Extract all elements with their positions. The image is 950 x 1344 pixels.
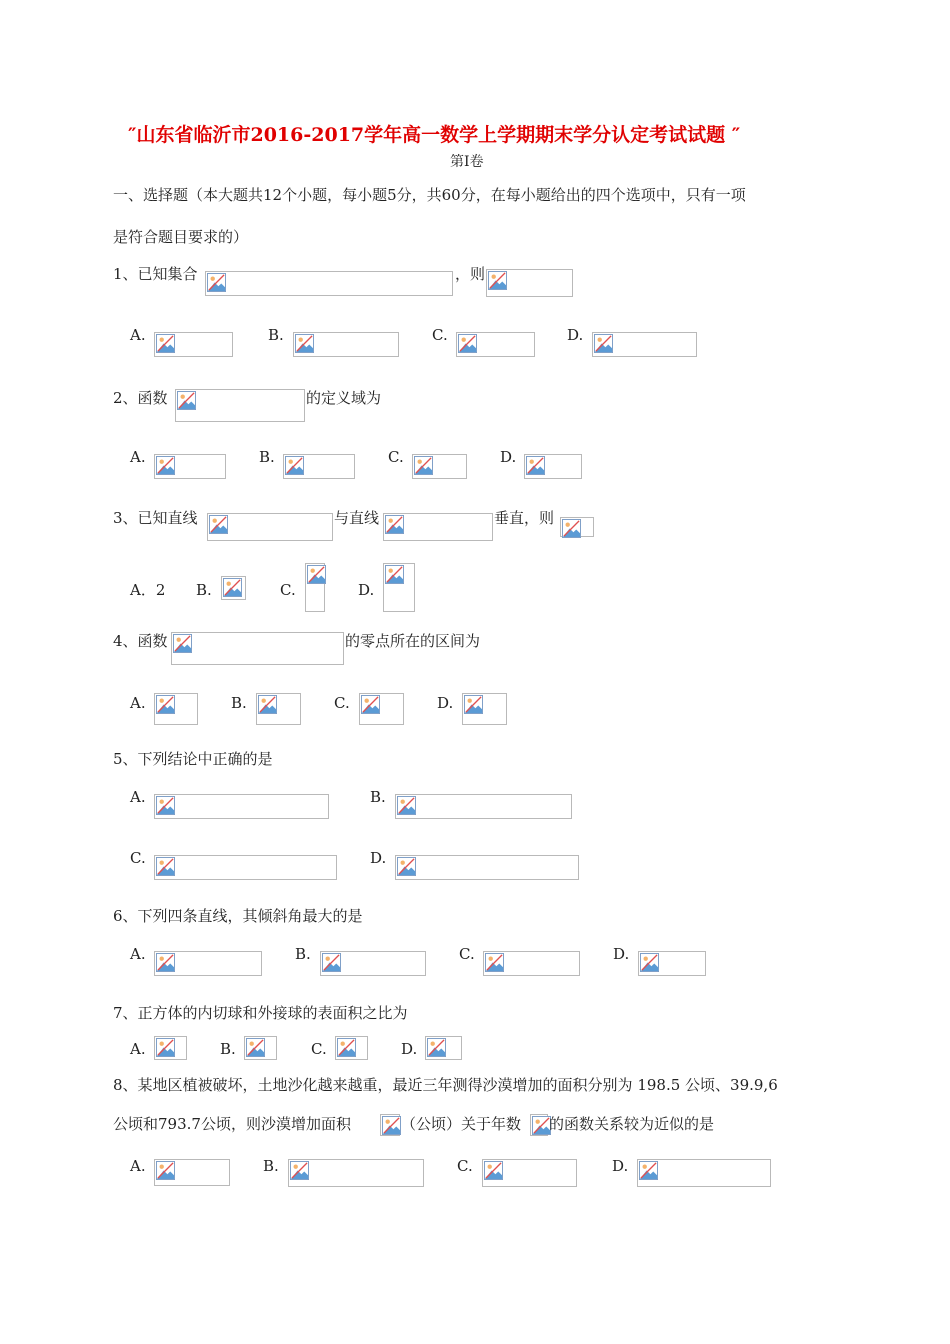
q7-option-d-label: D. <box>401 1040 418 1058</box>
q6-option-d-label: D. <box>613 945 630 963</box>
q3-stem-tail: 垂直，则 <box>494 509 555 527</box>
q6-stem: 6、下列四条直线，其倾斜角最大的是 <box>113 907 363 925</box>
q1-option-d-label: D. <box>567 326 584 344</box>
q5-option-c-image <box>154 855 337 880</box>
q6-option-b-label: B. <box>295 945 311 963</box>
q7-option-b-image <box>244 1036 277 1060</box>
q5-option-d-label: D. <box>370 849 387 867</box>
q6-option-d-image <box>638 951 706 976</box>
q5-option-d-image <box>395 855 579 880</box>
q4-option-d-image <box>462 693 507 725</box>
q8-option-d-image <box>637 1159 771 1187</box>
q8-variable-image <box>380 1114 400 1136</box>
q2-option-a-label: A. <box>130 448 146 466</box>
q4-option-a-image <box>154 693 198 725</box>
q7-option-b-label: B. <box>220 1040 236 1058</box>
q8-option-c-image <box>482 1159 577 1187</box>
q5-stem: 5、下列结论中正确的是 <box>113 750 273 768</box>
q1-option-a-label: A. <box>130 326 146 344</box>
q5-option-b-label: B. <box>370 788 386 806</box>
q4-option-b-label: B. <box>231 694 247 712</box>
q2-option-a-image <box>154 454 226 479</box>
q2-option-b-image <box>283 454 355 479</box>
q3-option-c-label: C. <box>280 581 296 599</box>
q8-stem-line2-mid: （公顷）关于年数 <box>401 1115 522 1133</box>
q6-option-b-image <box>320 951 426 976</box>
q8-option-d-label: D. <box>612 1157 629 1175</box>
q3-option-a: A．2 <box>130 581 166 599</box>
q1-option-b-image <box>293 332 399 357</box>
q8-option-b-label: B. <box>263 1157 279 1175</box>
q8-stem-line2: 公顷和793.7公顷，则沙漠增加面积 <box>113 1115 351 1133</box>
q6-option-a-image <box>154 951 262 976</box>
q3-stem: 3、已知直线 <box>113 509 198 527</box>
q8-variable-image <box>530 1114 548 1136</box>
q3-option-d-label: D. <box>358 581 375 599</box>
q1-stem-then: ，则 <box>455 265 486 283</box>
q8-option-a-label: A. <box>130 1157 146 1175</box>
q4-option-b-image <box>256 693 301 725</box>
q7-option-c-image <box>335 1036 368 1060</box>
q8-option-b-image <box>288 1159 424 1187</box>
q2-option-c-label: C. <box>388 448 404 466</box>
q5-option-b-image <box>395 794 572 819</box>
q2-stem: 2、函数 <box>113 389 168 407</box>
q8-option-c-label: C. <box>457 1157 473 1175</box>
q2-option-d-label: D. <box>500 448 517 466</box>
q7-option-a-image <box>154 1036 187 1060</box>
q8-option-a-image <box>154 1159 230 1186</box>
q2-option-c-image <box>412 454 467 479</box>
q1-stem: 1、已知集合 <box>113 265 198 283</box>
q5-option-c-label: C. <box>130 849 146 867</box>
q8-stem-line1: 8、某地区植被破坏，土地沙化越来越重，最近三年测得沙漠增加的面积分别为 198.5 公顷、39.9,6 <box>113 1076 778 1094</box>
q6-option-c-label: C. <box>459 945 475 963</box>
q3-formula-image <box>383 513 493 541</box>
q1-formula-image <box>205 271 453 296</box>
q2-option-b-label: B. <box>259 448 275 466</box>
q4-stem-tail: 的零点所在的区间为 <box>345 632 481 650</box>
q3-formula-image <box>560 517 594 537</box>
q2-option-d-image <box>524 454 582 479</box>
q3-option-c-image <box>305 563 325 612</box>
section-heading-line2: 是符合题目要求的） <box>113 228 249 246</box>
q4-formula-image <box>171 632 344 665</box>
q7-stem: 7、正方体的内切球和外接球的表面积之比为 <box>113 1004 408 1022</box>
q3-option-b-label: B. <box>196 581 212 599</box>
q1-option-a-image <box>154 332 233 357</box>
q3-formula-image <box>207 513 333 541</box>
q4-stem: 4、函数 <box>113 632 168 650</box>
volume-label: 第Ⅰ卷 <box>450 154 484 170</box>
q2-formula-image <box>175 389 305 422</box>
q1-option-b-label: B. <box>268 326 284 344</box>
q3-option-b-image <box>221 576 246 600</box>
q8-stem-line2-tail: 的函数关系较为近似的是 <box>549 1115 715 1133</box>
q4-option-d-label: D. <box>437 694 454 712</box>
q3-option-d-image <box>383 563 415 612</box>
q7-option-c-label: C. <box>311 1040 327 1058</box>
q4-option-c-image <box>359 693 404 725</box>
q4-option-c-label: C. <box>334 694 350 712</box>
q5-option-a-image <box>154 794 329 819</box>
q4-option-a-label: A. <box>130 694 146 712</box>
q2-stem-tail: 的定义域为 <box>306 389 382 407</box>
q5-option-a-label: A. <box>130 788 146 806</box>
q1-option-c-label: C. <box>432 326 448 344</box>
section-heading-line1: 一、选择题（本大题共12个小题，每小题5分，共60分，在每小题给出的四个选项中，只有一项 <box>113 186 746 204</box>
q1-formula-image <box>486 269 573 297</box>
document-title: ″山东省临沂市2016-2017学年高一数学上学期期末学分认定考试试题 ″ <box>128 124 741 146</box>
q6-option-a-label: A. <box>130 945 146 963</box>
q6-option-c-image <box>483 951 580 976</box>
q7-option-d-image <box>425 1036 462 1060</box>
q1-option-c-image <box>456 332 535 357</box>
q1-option-d-image <box>592 332 697 357</box>
q3-stem-mid: 与直线 <box>334 509 380 527</box>
q7-option-a-label: A. <box>130 1040 146 1058</box>
